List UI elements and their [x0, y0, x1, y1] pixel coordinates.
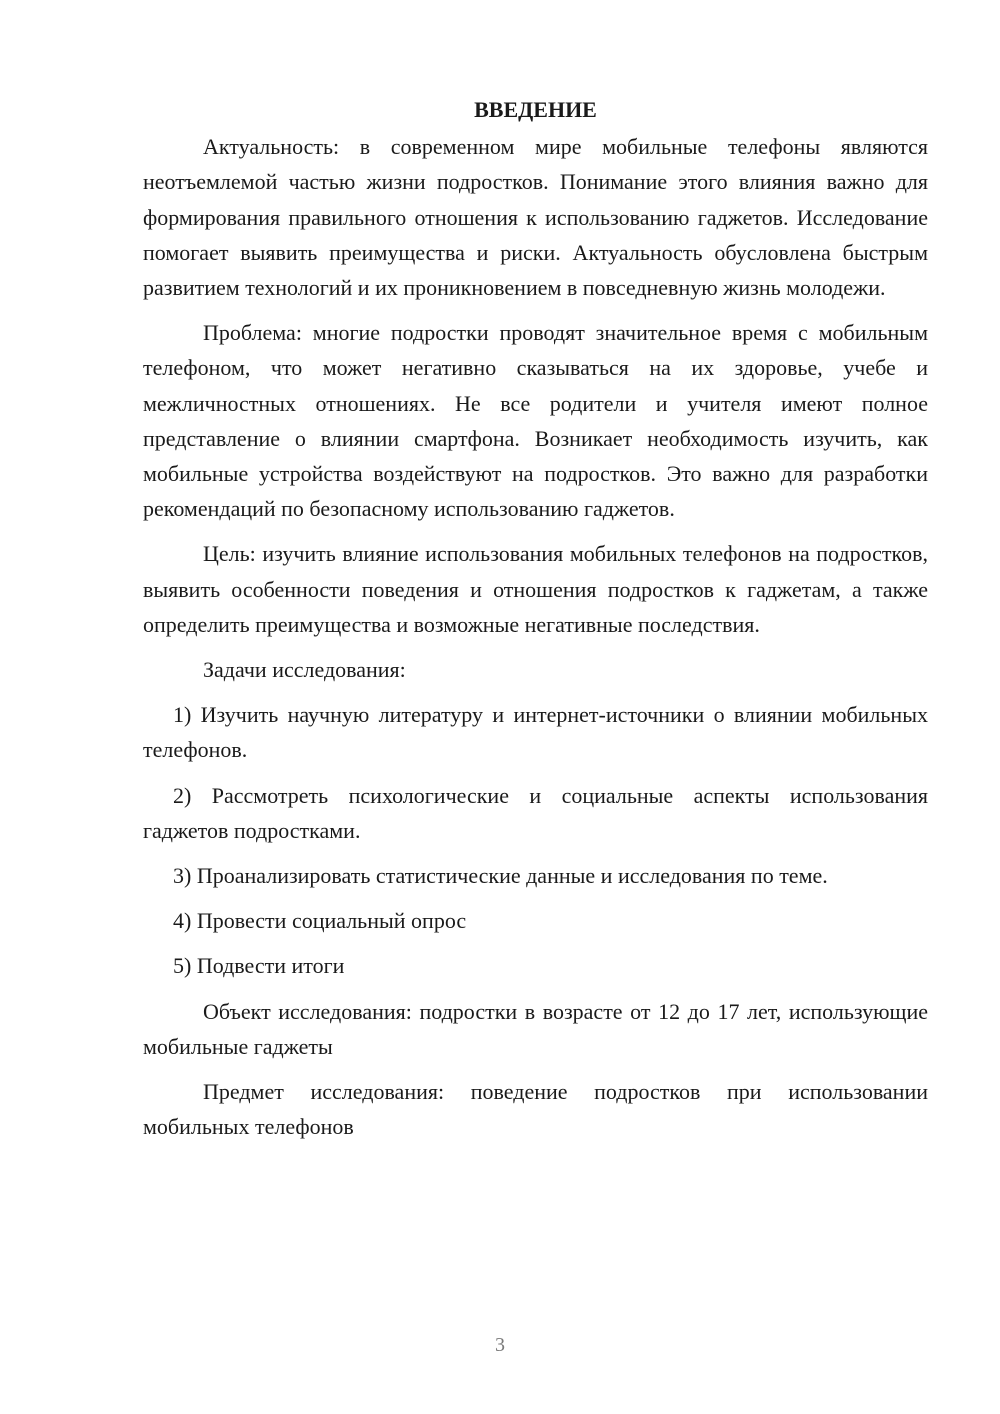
tasks-heading: Задачи исследования: [203, 657, 406, 683]
problem-paragraph: Проблема: многие подростки проводят значительное время с мобильным телефоном, что может негативно сказываться на их здоровье, учебе и межличностных отношениях. Не все родители и учителя имеют полное представление о влиянии смартфона. Возникает необходимость изучить, как мобильные устройства воздействуют на подростков. Это важно для разработки рекомендаций по безопасному использованию гаджетов. [143, 320, 928, 522]
tasks-list [143, 697, 928, 983]
task-item: 1) Изучить научную литературу и интернет-источники о влиянии мобильных телефонов. [143, 702, 928, 763]
page-number: 3 [495, 1334, 505, 1356]
task-item: 4) Провести социальный опрос [173, 908, 467, 934]
task-item: 3) Проанализировать статистические данные и исследования по теме. [173, 863, 828, 889]
page-content [143, 92, 928, 1154]
section-title: ВВЕДЕНИЕ [474, 97, 597, 122]
subject-paragraph: Предмет исследования: поведение подростков при использовании мобильных телефонов [143, 1079, 928, 1140]
task-item: 5) Подвести итоги [173, 953, 345, 979]
object-paragraph: Объект исследования: подростки в возрасте от 12 до 17 лет, использующие мобильные гаджеты [143, 998, 928, 1059]
goal-paragraph: Цель: изучить влияние использования мобильных телефонов на подростков, выявить особенности поведения и отношения подростков к гаджетам, а также определить преимущества и возможные негативные последствия. [143, 541, 928, 637]
relevance-paragraph: Актуальность: в современном мире мобильные телефоны являются неотъемлемой частью жизни подростков. Понимание этого влияния важно для формирования правильного отношения к использованию гаджетов. Исследование помогает выявить преимущества и риски. Актуальность обусловлена быстрым развитием технологий и их проникновением в повседневную жизнь молодежи. [143, 134, 928, 301]
task-item: 2) Рассмотреть психологические и социальные аспекты использования гаджетов подростками. [143, 782, 928, 843]
